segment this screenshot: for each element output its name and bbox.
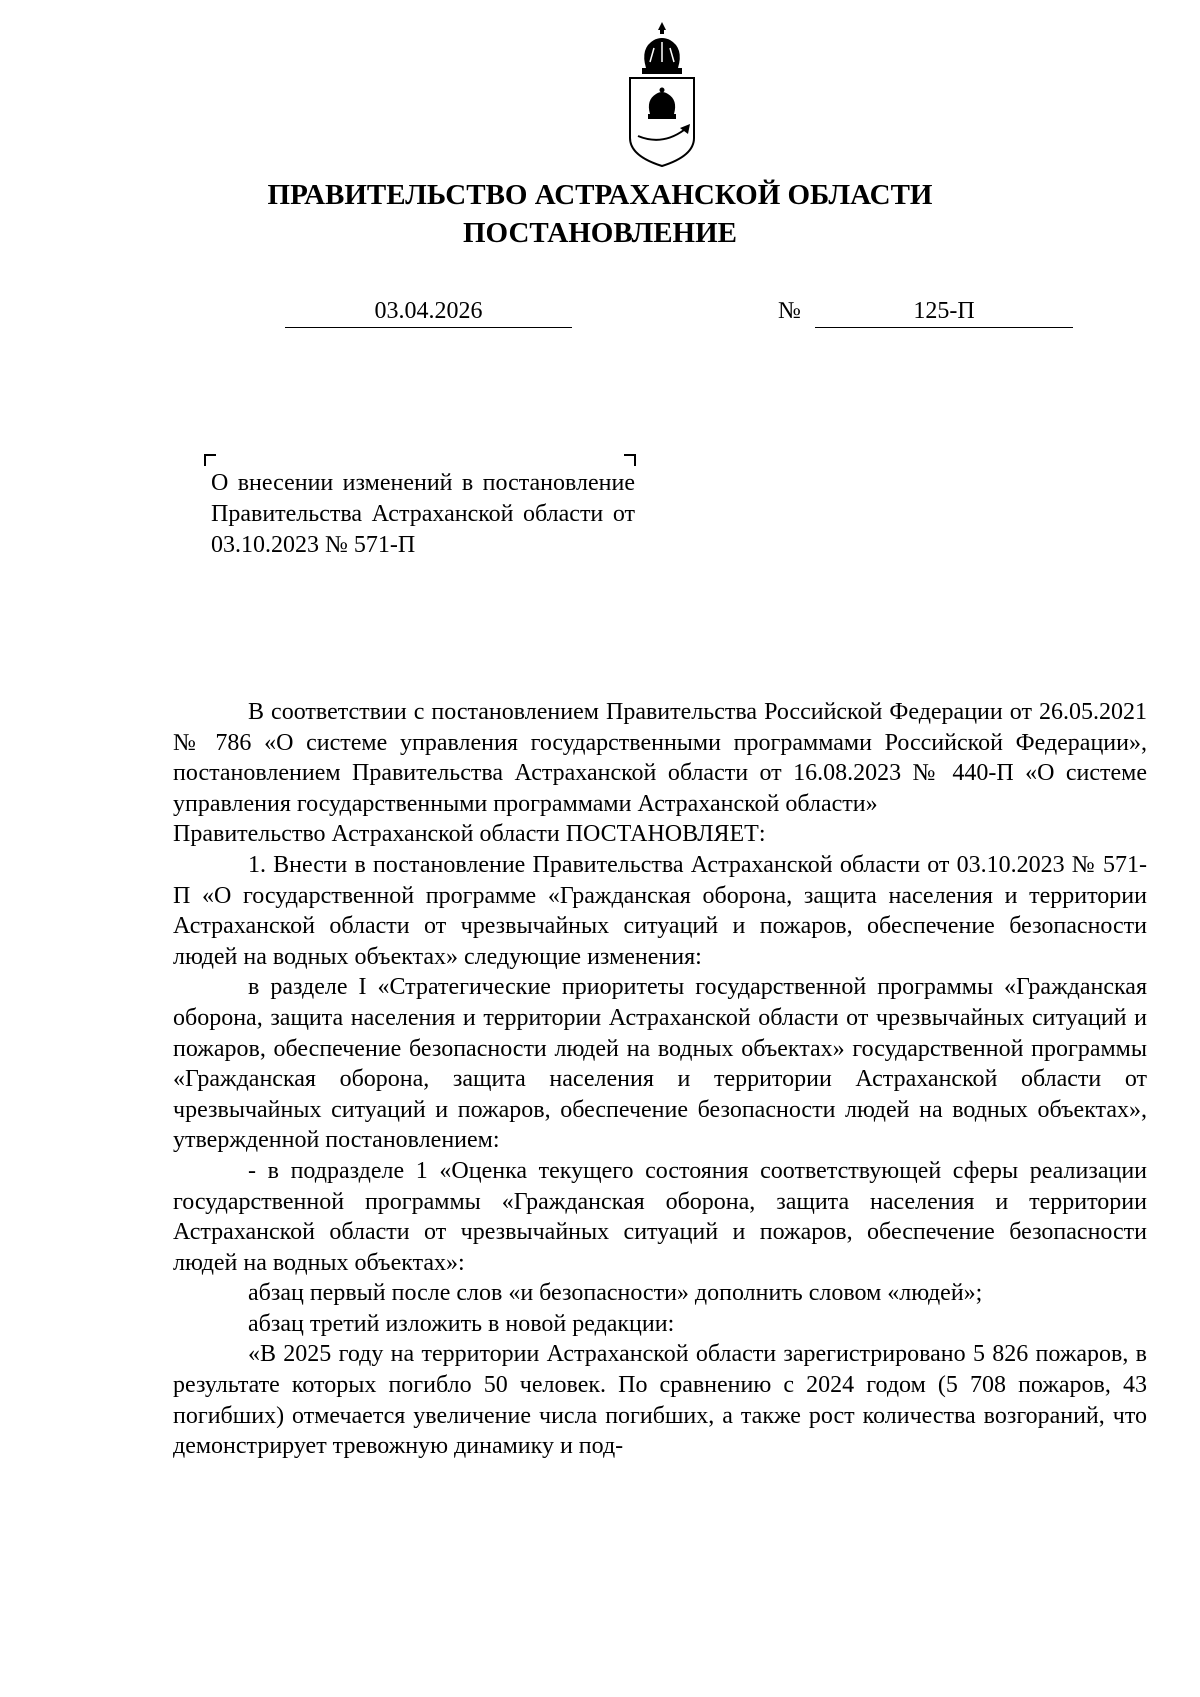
registration-date-field bbox=[285, 297, 572, 328]
paragraph-subsection-1: - в подразделе 1 «Оценка текущего состояния соответствующей сферы реализации государственной программы «Гражданская оборона, защита населения и территории Астраханской области от чрезвычайных ситуаций и пожаров, обеспечение безопасности людей на водных объектах»: bbox=[173, 1157, 1147, 1276]
document-body bbox=[173, 697, 1147, 1462]
paragraph-section-1: в разделе I «Стратегические приоритеты государственной программы «Гражданская оборона, защита населения и территории Астраханской области от чрезвычайных ситуаций и пожаров, обеспечение безопасности людей на водных объектах» государственной программы «Гражданская оборона, защита населения и территории Астраханской области от чрезвычайных ситуаций и пожаров, обеспечение безопасности людей на водных объектах», утвержденной постановлением: bbox=[173, 974, 1147, 1154]
coat-of-arms-icon bbox=[620, 18, 704, 168]
corner-bracket-right bbox=[624, 454, 636, 466]
document-header bbox=[0, 176, 1200, 252]
paragraph-preamble: В соответствии с постановлением Правительства Российской Федерации от 26.05.2021 № 786 «О системе управления государственными программами Российской Федерации», постановлением Правительства Астраханской области от 16.08.2023 № 440-П «О системе управления государственными программами Астраханской области» bbox=[173, 699, 1147, 817]
registration-date: 03.04.2026 bbox=[285, 297, 572, 328]
registration-number: 125-П bbox=[815, 297, 1073, 328]
organization-name: ПРАВИТЕЛЬСТВО АСТРАХАНСКОЙ ОБЛАСТИ bbox=[267, 179, 933, 211]
paragraph-amendment-1: абзац первый после слов «и безопасности» дополнить словом «людей»; bbox=[248, 1280, 983, 1307]
number-sign: № bbox=[778, 298, 801, 324]
paragraph-resolves: Правительство Астраханской области ПОСТАНОВЛЯЕТ: bbox=[173, 821, 766, 848]
paragraph-item-1: 1. Внести в постановление Правительства Астраханской области от 03.10.2023 № 571-П «О государственной программе «Гражданская оборона, защита населения и территории Астраханской области от чрезвычайных ситуаций и пожаров, обеспечение безопасности людей на водных объектах» следующие изменения: bbox=[173, 851, 1147, 970]
corner-bracket-left bbox=[204, 454, 216, 466]
paragraph-new-text: «В 2025 году на территории Астраханской области зарегистрировано 5 826 пожаров, в результате которых погибло 50 человек. По сравнению с 2024 годом (5 708 пожаров, 43 погибших) отмечается увеличение числа погибших, а также рост количества возгораний, что демонстрирует тревожную динамику и под- bbox=[173, 1341, 1147, 1460]
paragraph-amendment-3: абзац третий изложить в новой редакции: bbox=[248, 1310, 675, 1337]
document-type: ПОСТАНОВЛЕНИЕ bbox=[462, 217, 737, 249]
registration-number-field bbox=[815, 297, 1073, 328]
document-subject: О внесении изменений в постановление Правительства Астраханской области от 03.10.2023 № 571-П bbox=[211, 470, 635, 558]
